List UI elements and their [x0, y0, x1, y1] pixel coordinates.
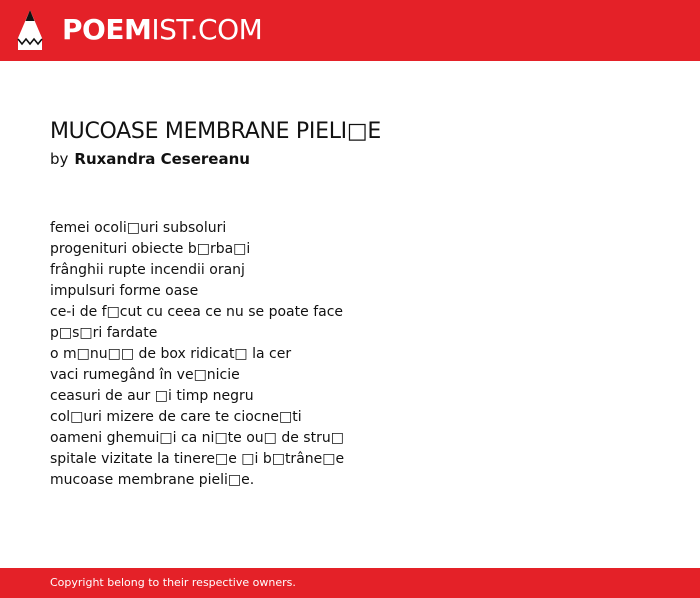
- poem-body: [50, 218, 344, 491]
- pencil-tip-icon[interactable]: [17, 9, 43, 51]
- copyright-notice: Copyright belong to their respective owners.: [50, 576, 296, 589]
- site-footer: [0, 568, 700, 598]
- logo-light-text: IST.COM: [151, 13, 263, 46]
- poem-title: MUCOASE MEMBRANE PIELI□E: [50, 119, 381, 144]
- site-header: [0, 0, 700, 61]
- poem-line: ceasuri de aur □i timp negru: [50, 388, 254, 404]
- poem-line: impulsuri forme oase: [50, 283, 199, 299]
- poem-line: o m□nu□□ de box ridicat□ la cer: [50, 346, 292, 362]
- poem-line: ce-i de f□cut cu ceea ce nu se poate face: [50, 304, 344, 320]
- poem-line: p□s□ri fardate: [50, 325, 158, 341]
- poem-line: mucoase membrane pieli□e.: [50, 472, 255, 488]
- poem-line: col□uri mizere de care te ciocne□ti: [50, 409, 302, 425]
- by-label: by: [50, 150, 69, 168]
- author-link[interactable]: Ruxandra Cesereanu: [74, 150, 250, 168]
- poem-line: femei ocoli□uri subsoluri: [50, 220, 227, 236]
- poem-line: oameni ghemui□i ca ni□te ou□ de stru□: [50, 430, 344, 446]
- poem-line: spitale vizitate la tinere□e □i b□trâne□e: [50, 451, 345, 467]
- byline: [50, 148, 250, 170]
- poem-line: vaci rumegând în ve□nicie: [50, 367, 240, 383]
- site-logo[interactable]: [62, 13, 262, 47]
- logo-bold-text: POEM: [62, 13, 152, 46]
- poem-line: frânghii rupte incendii oranj: [50, 262, 245, 278]
- poem-line: progenituri obiecte b□rba□i: [50, 241, 251, 257]
